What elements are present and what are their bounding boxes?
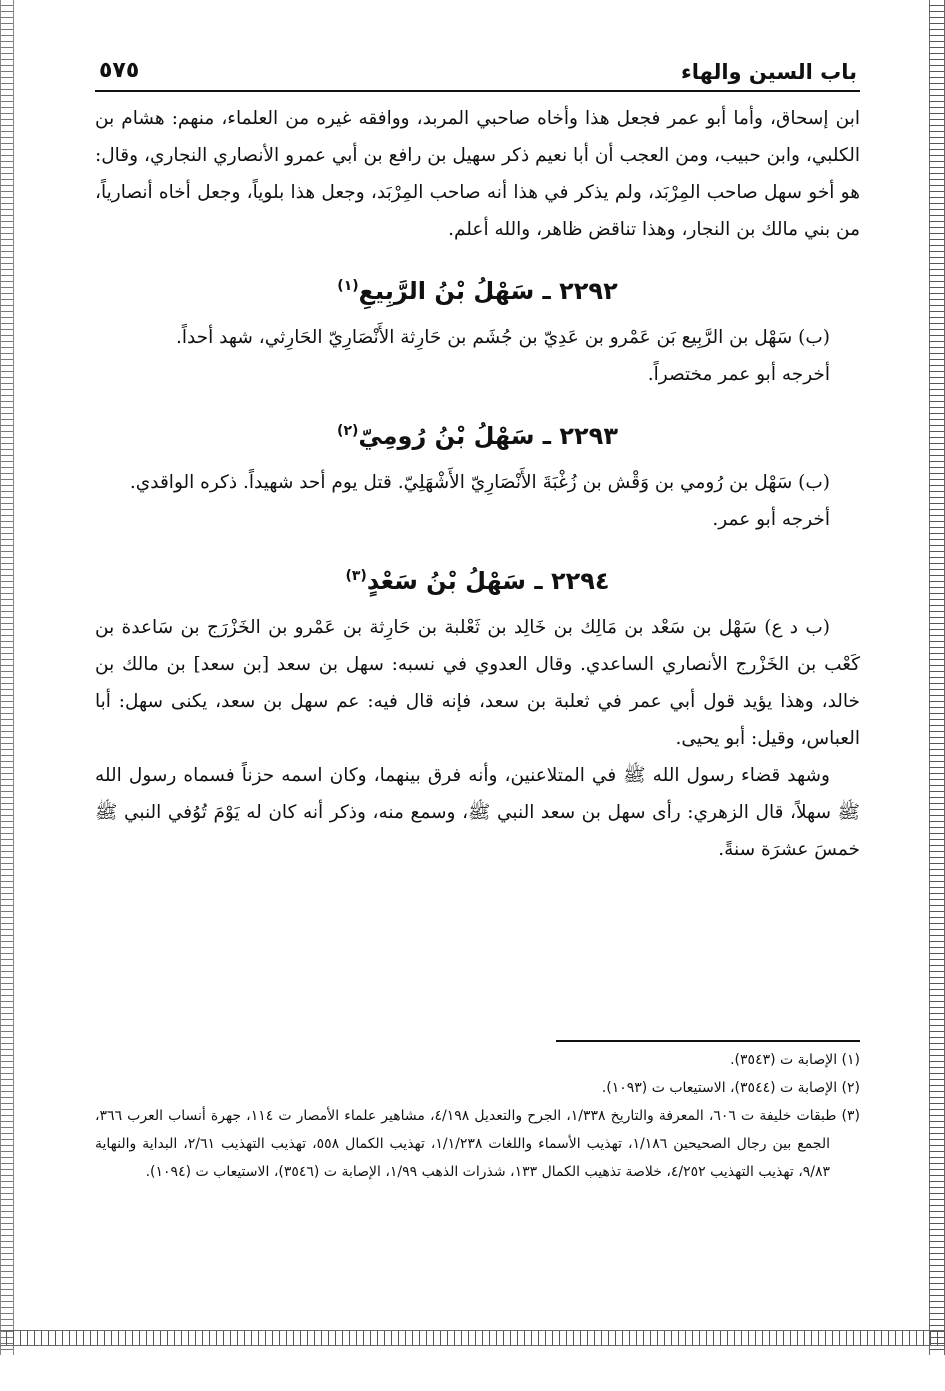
entry-title (95, 409, 860, 458)
entry-title-text: ٢٢٩٣ ـ سَهْلُ بْنُ رُومِيّ (358, 422, 618, 450)
footnotes (95, 1046, 860, 1186)
entry-paragraph: (ب د ع) سَهْل بن سَعْد بن مَالِك بن خَالِد بن ثَعْلبة بن حَارِثة بن عَمْرو بن الخَزْرَج بن سَاعدة بن كَعْب بن الخَزْرج الأنصاري الساعدي. وقال العدوي في نسبه: سهل بن سعد [بن سعد] بن مالك بن خالد، وهذا يؤيد قول أبي عمر في ثعلبة بن سعد، فإنه قال فيه: عم سهل بن سعد، يكنى سهل: أبا العباس، وقيل: أبو يحيى. (95, 617, 860, 749)
footnote-ref: (٢) (337, 423, 359, 439)
running-header (95, 58, 857, 88)
footnote: (٢) الإصابة ت (٣٥٤٤)، الاستيعاب ت (١٠٩٣). (601, 1080, 860, 1096)
entry-paragraph: أخرجه أبو عمر مختصراً. (647, 364, 830, 385)
page-border-right (929, 0, 945, 1355)
entry-paragraph: (ب) سَهْل بن رُومي بن وَقْش بن زُغْبَةَ الأَنْصَارِيّ الأَشْهَلِيّ. قتل يوم أحد شهيداً. ذكره الواقدي. (129, 472, 830, 493)
entry-title-text: ٢٢٩٤ ـ سَهْلُ بْنُ سَعْدٍ (366, 567, 610, 595)
entry-title-text: ٢٢٩٢ ـ سَهْلُ بْنُ الرَّبِيعِ (358, 277, 618, 305)
entry-title (95, 264, 860, 313)
entry-paragraph: أخرجه أبو عمر. (712, 509, 830, 530)
entry-title (95, 554, 860, 603)
page-number: ٥٧٥ (99, 58, 140, 83)
footnote-rule (556, 1040, 860, 1042)
footnote-ref: (٣) (345, 568, 367, 584)
entry-paragraph: (ب) سَهْل بن الرَّبِيع بَن عَمْرو بن عَدِيّ بن جُشَم بن حَارِثة الأَنْصَارِيّ الحَارِثي، شهد أحداً. (175, 327, 830, 348)
entry-paragraph: وشهد قضاء رسول الله ﷺ في المتلاعنين، وأنه فرق بينهما، وكان اسمه حزناً فسماه رسول الله ﷺ سهلاً، قال الزهري: رأى سهل بن سعد النبي ﷺ، وسمع منه، وذكر أنه كان له يَوْمَ تُوُفي النبي ﷺ خمسَ عشرَة سنةً. (95, 765, 860, 860)
page-border-left (0, 0, 14, 1355)
page-border-bottom (0, 1330, 945, 1346)
header-rule (95, 90, 860, 92)
footnote: (٣) طبقات خليفة ت ٦٠٦، المعرفة والتاريخ ١/٣٣٨، الجرح والتعديل ٤/١٩٨، مشاهير علماء الأمصار ت ١١٤، جهرة أنساب العرب ٣٦٦، الجمع بين رجال الصحيحين ١/١٨٦، تهذيب الأسماء واللغات ١/١/٢٣٨، تهذيب الكمال ٥٥٨، تهذيب التهذيب ٢/٦١، البداية والنهاية ٩/٨٣، تهذيب التهذيب ٤/٢٥٢، خلاصة تذهيب الكمال ١٣٣، شذرات الذهب ١/٩٩، الإصابة ت (٣٥٤٦)، الاستيعاب ت (١٠٩٤). (95, 1108, 860, 1180)
footnote-ref: (١) (337, 278, 359, 294)
footnote: (١) الإصابة ت (٣٥٤٣). (730, 1052, 860, 1068)
intro-paragraph: ابن إسحاق، وأما أبو عمر فجعل هذا وأخاه صاحبي المربد، ووافقه غيره من العلماء، منهم: هشام بن الكلبي، وابن حبيب، ومن العجب أن أبا نعيم ذكر سهيل بن رافع بن أبي عمرو الأنصاري النجاري، وقال: هو أخو سهل صاحب المِرْبَد، ولم يذكر في هذا أنه صاحب المِرْبَد، وجعل هذا بلوياً، وجعل أخاه أنصارياً، من بني مالك بن النجار، وهذا تناقض ظاهر، والله أعلم. (95, 108, 860, 240)
main-text (95, 100, 860, 868)
section-title: باب السين والهاء (680, 60, 857, 84)
